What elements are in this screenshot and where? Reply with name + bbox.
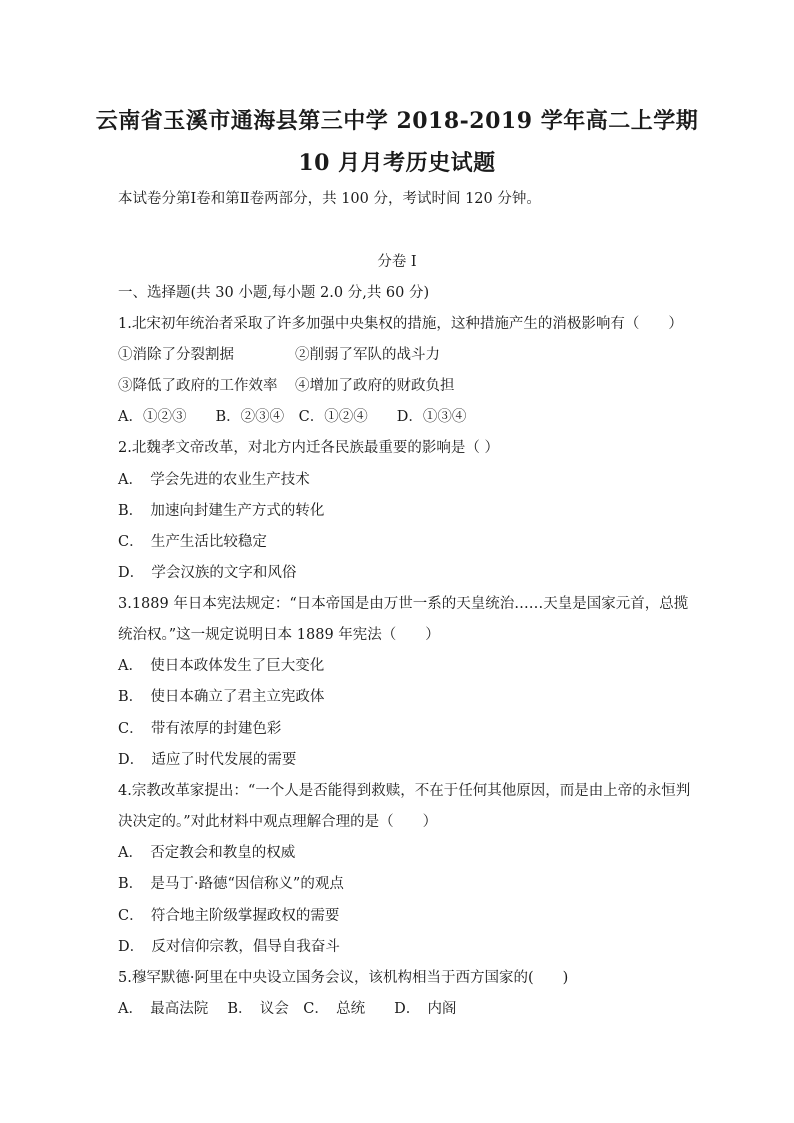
question-1-stem: 1.北宋初年统治者采取了许多加强中央集权的措施，这种措施产生的消极影响有（ ） bbox=[118, 316, 683, 332]
question-2-option-a: A． 学会先进的农业生产技术 bbox=[118, 472, 310, 488]
question-3-option-d: D． 适应了时代发展的需要 bbox=[118, 752, 297, 768]
question-1-item-2: ②削弱了军队的战斗力 bbox=[295, 347, 440, 363]
question-4-option-a: A． 否定教会和教皇的权威 bbox=[118, 845, 296, 861]
exam-intro: 本试卷分第Ⅰ卷和第Ⅱ卷两部分，共 100 分，考试时间 120 分钟。 bbox=[118, 191, 541, 207]
question-1-item-4: ④增加了政府的财政负担 bbox=[295, 378, 455, 394]
question-3-stem-line1: 3.1889 年日本宪法规定：“日本帝国是由万世一系的天皇统治……天皇是国家元首，总揽 bbox=[118, 596, 689, 612]
section-label: 分卷 I bbox=[377, 254, 417, 270]
question-4-option-c: C． 符合地主阶级掌握政权的需要 bbox=[118, 908, 340, 924]
question-2-option-b: B． 加速向封建生产方式的转化 bbox=[118, 503, 325, 519]
question-1-item-3: ③降低了政府的工作效率 bbox=[118, 378, 278, 394]
question-5-options: A． 最高法院 B． 议会 C． 总统 D． 内阁 bbox=[118, 1001, 457, 1017]
question-2-stem: 2.北魏孝文帝改革，对北方内迁各民族最重要的影响是（ ） bbox=[118, 440, 499, 456]
question-2-option-c: C． 生产生活比较稳定 bbox=[118, 534, 267, 550]
exam-title-line2: 10 月月考历史试题 bbox=[298, 150, 496, 176]
question-4-option-b: B． 是马丁·路德“因信称义”的观点 bbox=[118, 876, 344, 892]
question-3-option-c: C． 带有浓厚的封建色彩 bbox=[118, 721, 282, 737]
question-4-stem-line1: 4.宗教改革家提出：“一个人是否能得到救赎，不在于任何其他原因，而是由上帝的永恒判 bbox=[118, 783, 691, 799]
section-heading: 一、选择题(共 30 小题,每小题 2.0 分,共 60 分) bbox=[118, 285, 430, 301]
exam-title-line1: 云南省玉溪市通海县第三中学 2018-2019 学年高二上学期 bbox=[95, 108, 699, 134]
question-3-option-a: A． 使日本政体发生了巨大变化 bbox=[118, 658, 325, 674]
question-2-option-d: D． 学会汉族的文字和风俗 bbox=[118, 565, 297, 581]
question-3-option-b: B． 使日本确立了君主立宪政体 bbox=[118, 689, 325, 705]
question-4-stem-line2: 决决定的。”对此材料中观点理解合理的是（ ） bbox=[118, 814, 438, 830]
question-1-options: A．①②③ B．②③④ C．①②④ D．①③④ bbox=[118, 409, 467, 425]
question-5-stem: 5.穆罕默德·阿里在中央设立国务会议，该机构相当于西方国家的( ) bbox=[118, 970, 569, 986]
question-4-option-d: D． 反对信仰宗教，倡导自我奋斗 bbox=[118, 939, 340, 955]
question-1-item-1: ①消除了分裂割据 bbox=[118, 347, 234, 363]
question-3-stem-line2: 统治权。”这一规定说明日本 1889 年宪法（ ） bbox=[118, 627, 440, 643]
